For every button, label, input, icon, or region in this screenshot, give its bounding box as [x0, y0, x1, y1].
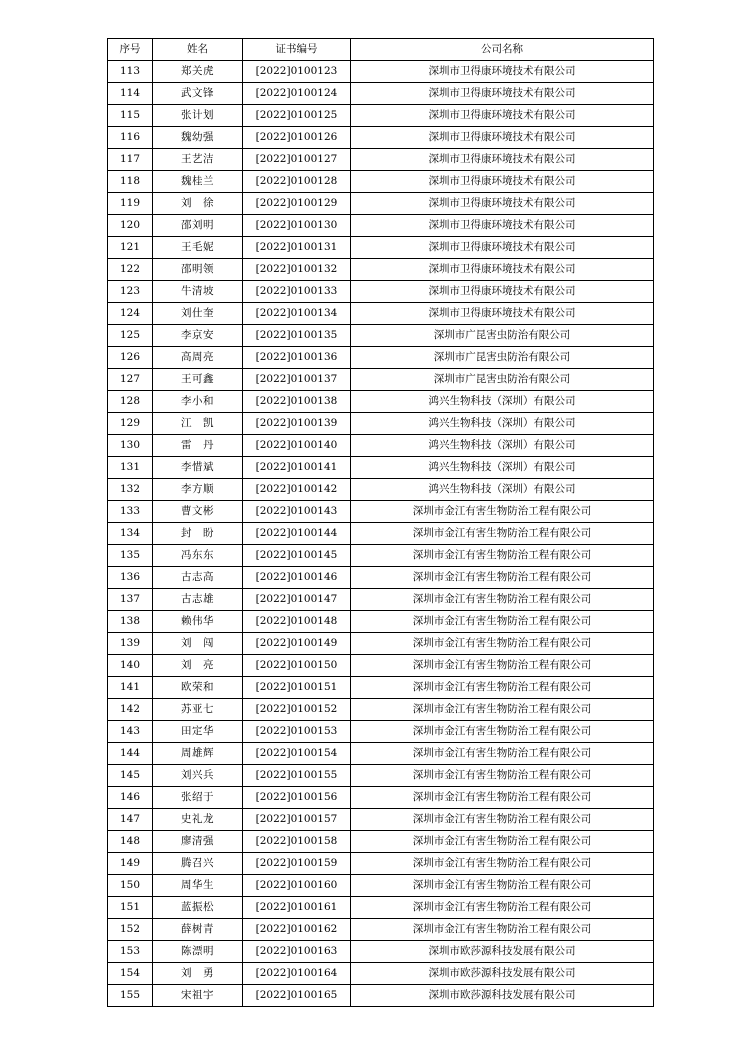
- cell-company: 深圳市卫得康环境技术有限公司: [351, 259, 654, 281]
- cell-cert: [2022]0100128: [243, 171, 351, 193]
- table-row: [108, 831, 654, 853]
- cell-seq: 154: [108, 963, 153, 985]
- table-row: [108, 743, 654, 765]
- cell-cert: [2022]0100145: [243, 545, 351, 567]
- cell-cert: [2022]0100148: [243, 611, 351, 633]
- table-row: [108, 677, 654, 699]
- table-row: [108, 281, 654, 303]
- cell-company: 深圳市卫得康环境技术有限公司: [351, 127, 654, 149]
- cell-company: 深圳市卫得康环境技术有限公司: [351, 237, 654, 259]
- cell-cert: [2022]0100141: [243, 457, 351, 479]
- cell-company: 深圳市金江有害生物防治工程有限公司: [351, 611, 654, 633]
- cell-seq: 146: [108, 787, 153, 809]
- cell-name: 王艺洁: [153, 149, 243, 171]
- cell-cert: [2022]0100150: [243, 655, 351, 677]
- cell-seq: 133: [108, 501, 153, 523]
- cell-name: 刘 徐: [153, 193, 243, 215]
- cell-seq: 120: [108, 215, 153, 237]
- cell-cert: [2022]0100151: [243, 677, 351, 699]
- table-row: [108, 655, 654, 677]
- cell-cert: [2022]0100123: [243, 61, 351, 83]
- cell-company: 深圳市欧莎源科技发展有限公司: [351, 941, 654, 963]
- cell-seq: 153: [108, 941, 153, 963]
- cell-cert: [2022]0100137: [243, 369, 351, 391]
- cell-company: 深圳市欧莎源科技发展有限公司: [351, 963, 654, 985]
- cell-seq: 135: [108, 545, 153, 567]
- cell-cert: [2022]0100135: [243, 325, 351, 347]
- cell-seq: 127: [108, 369, 153, 391]
- cell-company: 深圳市卫得康环境技术有限公司: [351, 83, 654, 105]
- cell-cert: [2022]0100147: [243, 589, 351, 611]
- cell-name: 周华生: [153, 875, 243, 897]
- cell-cert: [2022]0100127: [243, 149, 351, 171]
- cell-seq: 150: [108, 875, 153, 897]
- cell-name: 李京安: [153, 325, 243, 347]
- table-row: [108, 193, 654, 215]
- cell-cert: [2022]0100129: [243, 193, 351, 215]
- cell-company: 深圳市金江有害生物防治工程有限公司: [351, 787, 654, 809]
- table-row: [108, 985, 654, 1007]
- cell-seq: 151: [108, 897, 153, 919]
- table-row: [108, 215, 654, 237]
- cell-name: 武文锋: [153, 83, 243, 105]
- cell-seq: 113: [108, 61, 153, 83]
- cell-company: 深圳市金江有害生物防治工程有限公司: [351, 831, 654, 853]
- cell-company: 深圳市卫得康环境技术有限公司: [351, 149, 654, 171]
- cell-cert: [2022]0100154: [243, 743, 351, 765]
- cell-cert: [2022]0100159: [243, 853, 351, 875]
- cell-name: 田定华: [153, 721, 243, 743]
- table-row: [108, 149, 654, 171]
- cell-company: 深圳市卫得康环境技术有限公司: [351, 193, 654, 215]
- table-row: [108, 391, 654, 413]
- cell-name: 腾召兴: [153, 853, 243, 875]
- cell-company: 深圳市金江有害生物防治工程有限公司: [351, 743, 654, 765]
- cell-name: 廖清强: [153, 831, 243, 853]
- cell-cert: [2022]0100133: [243, 281, 351, 303]
- cell-name: 冯东东: [153, 545, 243, 567]
- cell-name: 邵明领: [153, 259, 243, 281]
- cell-cert: [2022]0100136: [243, 347, 351, 369]
- cell-company: 深圳市金江有害生物防治工程有限公司: [351, 523, 654, 545]
- cell-cert: [2022]0100146: [243, 567, 351, 589]
- cell-cert: [2022]0100134: [243, 303, 351, 325]
- cell-company: 鸿兴生物科技（深圳）有限公司: [351, 479, 654, 501]
- table-row: [108, 699, 654, 721]
- cell-seq: 121: [108, 237, 153, 259]
- cell-name: 蓝振松: [153, 897, 243, 919]
- cell-company: 深圳市卫得康环境技术有限公司: [351, 105, 654, 127]
- cell-seq: 124: [108, 303, 153, 325]
- table-row: [108, 61, 654, 83]
- cell-cert: [2022]0100158: [243, 831, 351, 853]
- cell-seq: 132: [108, 479, 153, 501]
- table-row: [108, 347, 654, 369]
- cell-company: 深圳市金江有害生物防治工程有限公司: [351, 633, 654, 655]
- cell-cert: [2022]0100161: [243, 897, 351, 919]
- cell-seq: 142: [108, 699, 153, 721]
- table-row: [108, 325, 654, 347]
- cell-company: 深圳市金江有害生物防治工程有限公司: [351, 677, 654, 699]
- table-row: [108, 303, 654, 325]
- cell-name: 刘兴兵: [153, 765, 243, 787]
- table-row: [108, 237, 654, 259]
- cell-cert: [2022]0100156: [243, 787, 351, 809]
- cell-name: 刘仕奎: [153, 303, 243, 325]
- table-body: [108, 61, 654, 1007]
- cell-company: 深圳市金江有害生物防治工程有限公司: [351, 765, 654, 787]
- table-row: [108, 83, 654, 105]
- cell-cert: [2022]0100152: [243, 699, 351, 721]
- cell-cert: [2022]0100125: [243, 105, 351, 127]
- cell-seq: 130: [108, 435, 153, 457]
- header-name: 姓名: [153, 39, 243, 61]
- header-seq: 序号: [108, 39, 153, 61]
- cell-company: 鸿兴生物科技（深圳）有限公司: [351, 435, 654, 457]
- cell-seq: 155: [108, 985, 153, 1007]
- cell-name: 赖伟华: [153, 611, 243, 633]
- cell-seq: 115: [108, 105, 153, 127]
- table-row: [108, 787, 654, 809]
- cell-seq: 117: [108, 149, 153, 171]
- cell-name: 刘 亮: [153, 655, 243, 677]
- cell-cert: [2022]0100153: [243, 721, 351, 743]
- table-row: [108, 897, 654, 919]
- cell-company: 深圳市金江有害生物防治工程有限公司: [351, 809, 654, 831]
- cell-company: 鸿兴生物科技（深圳）有限公司: [351, 413, 654, 435]
- cell-cert: [2022]0100131: [243, 237, 351, 259]
- cell-cert: [2022]0100149: [243, 633, 351, 655]
- cell-cert: [2022]0100163: [243, 941, 351, 963]
- cell-seq: 148: [108, 831, 153, 853]
- cell-cert: [2022]0100155: [243, 765, 351, 787]
- certificate-roster-table: [107, 38, 654, 1007]
- table-row: [108, 545, 654, 567]
- table-row: [108, 941, 654, 963]
- table-row: [108, 127, 654, 149]
- cell-seq: 145: [108, 765, 153, 787]
- cell-cert: [2022]0100143: [243, 501, 351, 523]
- table-row: [108, 919, 654, 941]
- cell-seq: 149: [108, 853, 153, 875]
- cell-company: 深圳市金江有害生物防治工程有限公司: [351, 655, 654, 677]
- cell-name: 古志高: [153, 567, 243, 589]
- header-cert: 证书编号: [243, 39, 351, 61]
- cell-cert: [2022]0100162: [243, 919, 351, 941]
- cell-name: 魏桂兰: [153, 171, 243, 193]
- table-row: [108, 413, 654, 435]
- cell-name: 王可鑫: [153, 369, 243, 391]
- cell-name: 王毛妮: [153, 237, 243, 259]
- table-row: [108, 457, 654, 479]
- cell-name: 古志雄: [153, 589, 243, 611]
- table-row: [108, 853, 654, 875]
- cell-seq: 144: [108, 743, 153, 765]
- cell-name: 郑关虎: [153, 61, 243, 83]
- cell-company: 深圳市卫得康环境技术有限公司: [351, 61, 654, 83]
- cell-cert: [2022]0100144: [243, 523, 351, 545]
- cell-cert: [2022]0100142: [243, 479, 351, 501]
- cell-seq: 138: [108, 611, 153, 633]
- cell-name: 周雄辉: [153, 743, 243, 765]
- cell-name: 宋祖宇: [153, 985, 243, 1007]
- cell-seq: 122: [108, 259, 153, 281]
- cell-cert: [2022]0100165: [243, 985, 351, 1007]
- table-row: [108, 611, 654, 633]
- cell-company: 深圳市卫得康环境技术有限公司: [351, 281, 654, 303]
- cell-cert: [2022]0100138: [243, 391, 351, 413]
- cell-name: 牛清坡: [153, 281, 243, 303]
- cell-seq: 147: [108, 809, 153, 831]
- cell-company: 深圳市金江有害生物防治工程有限公司: [351, 919, 654, 941]
- table-row: [108, 721, 654, 743]
- cell-cert: [2022]0100140: [243, 435, 351, 457]
- cell-company: 深圳市广昆害虫防治有限公司: [351, 325, 654, 347]
- table-row: [108, 809, 654, 831]
- cell-name: 高周亮: [153, 347, 243, 369]
- table-row: [108, 479, 654, 501]
- table-row: [108, 875, 654, 897]
- cell-seq: 129: [108, 413, 153, 435]
- cell-seq: 116: [108, 127, 153, 149]
- cell-name: 封 盼: [153, 523, 243, 545]
- cell-name: 魏幼强: [153, 127, 243, 149]
- cell-seq: 152: [108, 919, 153, 941]
- cell-name: 陈漂明: [153, 941, 243, 963]
- cell-company: 深圳市卫得康环境技术有限公司: [351, 171, 654, 193]
- cell-company: 深圳市广昆害虫防治有限公司: [351, 347, 654, 369]
- cell-name: 欧荣和: [153, 677, 243, 699]
- table-row: [108, 501, 654, 523]
- cell-name: 史礼龙: [153, 809, 243, 831]
- cell-seq: 139: [108, 633, 153, 655]
- cell-seq: 134: [108, 523, 153, 545]
- table-row: [108, 369, 654, 391]
- cell-seq: 131: [108, 457, 153, 479]
- cell-cert: [2022]0100157: [243, 809, 351, 831]
- cell-company: 鸿兴生物科技（深圳）有限公司: [351, 391, 654, 413]
- cell-company: 深圳市广昆害虫防治有限公司: [351, 369, 654, 391]
- header-company: 公司名称: [351, 39, 654, 61]
- cell-company: 深圳市金江有害生物防治工程有限公司: [351, 721, 654, 743]
- cell-name: 邵刘明: [153, 215, 243, 237]
- cell-name: 江 凯: [153, 413, 243, 435]
- table-row: [108, 171, 654, 193]
- table-row: [108, 259, 654, 281]
- table-row: [108, 633, 654, 655]
- cell-name: 曹文彬: [153, 501, 243, 523]
- table-row: [108, 523, 654, 545]
- cell-company: 深圳市欧莎源科技发展有限公司: [351, 985, 654, 1007]
- table-header-row: [108, 39, 654, 61]
- cell-company: 深圳市金江有害生物防治工程有限公司: [351, 875, 654, 897]
- cell-company: 深圳市金江有害生物防治工程有限公司: [351, 699, 654, 721]
- cell-name: 李方顺: [153, 479, 243, 501]
- cell-name: 张计划: [153, 105, 243, 127]
- cell-seq: 140: [108, 655, 153, 677]
- cell-cert: [2022]0100139: [243, 413, 351, 435]
- cell-name: 雷 丹: [153, 435, 243, 457]
- cell-seq: 141: [108, 677, 153, 699]
- cell-seq: 125: [108, 325, 153, 347]
- cell-company: 深圳市卫得康环境技术有限公司: [351, 215, 654, 237]
- table-row: [108, 589, 654, 611]
- cell-name: 薛树青: [153, 919, 243, 941]
- cell-company: 深圳市金江有害生物防治工程有限公司: [351, 897, 654, 919]
- cell-company: 鸿兴生物科技（深圳）有限公司: [351, 457, 654, 479]
- cell-company: 深圳市金江有害生物防治工程有限公司: [351, 501, 654, 523]
- cell-name: 张绍于: [153, 787, 243, 809]
- table-row: [108, 435, 654, 457]
- cell-seq: 126: [108, 347, 153, 369]
- cell-seq: 118: [108, 171, 153, 193]
- cell-cert: [2022]0100130: [243, 215, 351, 237]
- cell-cert: [2022]0100164: [243, 963, 351, 985]
- cell-cert: [2022]0100132: [243, 259, 351, 281]
- cell-company: 深圳市卫得康环境技术有限公司: [351, 303, 654, 325]
- cell-name: 刘 闯: [153, 633, 243, 655]
- cell-company: 深圳市金江有害生物防治工程有限公司: [351, 545, 654, 567]
- cell-cert: [2022]0100160: [243, 875, 351, 897]
- cell-seq: 128: [108, 391, 153, 413]
- cell-company: 深圳市金江有害生物防治工程有限公司: [351, 567, 654, 589]
- cell-name: 刘 勇: [153, 963, 243, 985]
- cell-company: 深圳市金江有害生物防治工程有限公司: [351, 853, 654, 875]
- table-row: [108, 105, 654, 127]
- cell-seq: 119: [108, 193, 153, 215]
- cell-name: 李惜斌: [153, 457, 243, 479]
- cell-name: 李小和: [153, 391, 243, 413]
- table-row: [108, 567, 654, 589]
- cell-name: 苏亚七: [153, 699, 243, 721]
- cell-seq: 114: [108, 83, 153, 105]
- cell-cert: [2022]0100124: [243, 83, 351, 105]
- cell-seq: 137: [108, 589, 153, 611]
- cell-seq: 143: [108, 721, 153, 743]
- cell-cert: [2022]0100126: [243, 127, 351, 149]
- cell-seq: 136: [108, 567, 153, 589]
- cell-seq: 123: [108, 281, 153, 303]
- table-row: [108, 765, 654, 787]
- table-row: [108, 963, 654, 985]
- cell-company: 深圳市金江有害生物防治工程有限公司: [351, 589, 654, 611]
